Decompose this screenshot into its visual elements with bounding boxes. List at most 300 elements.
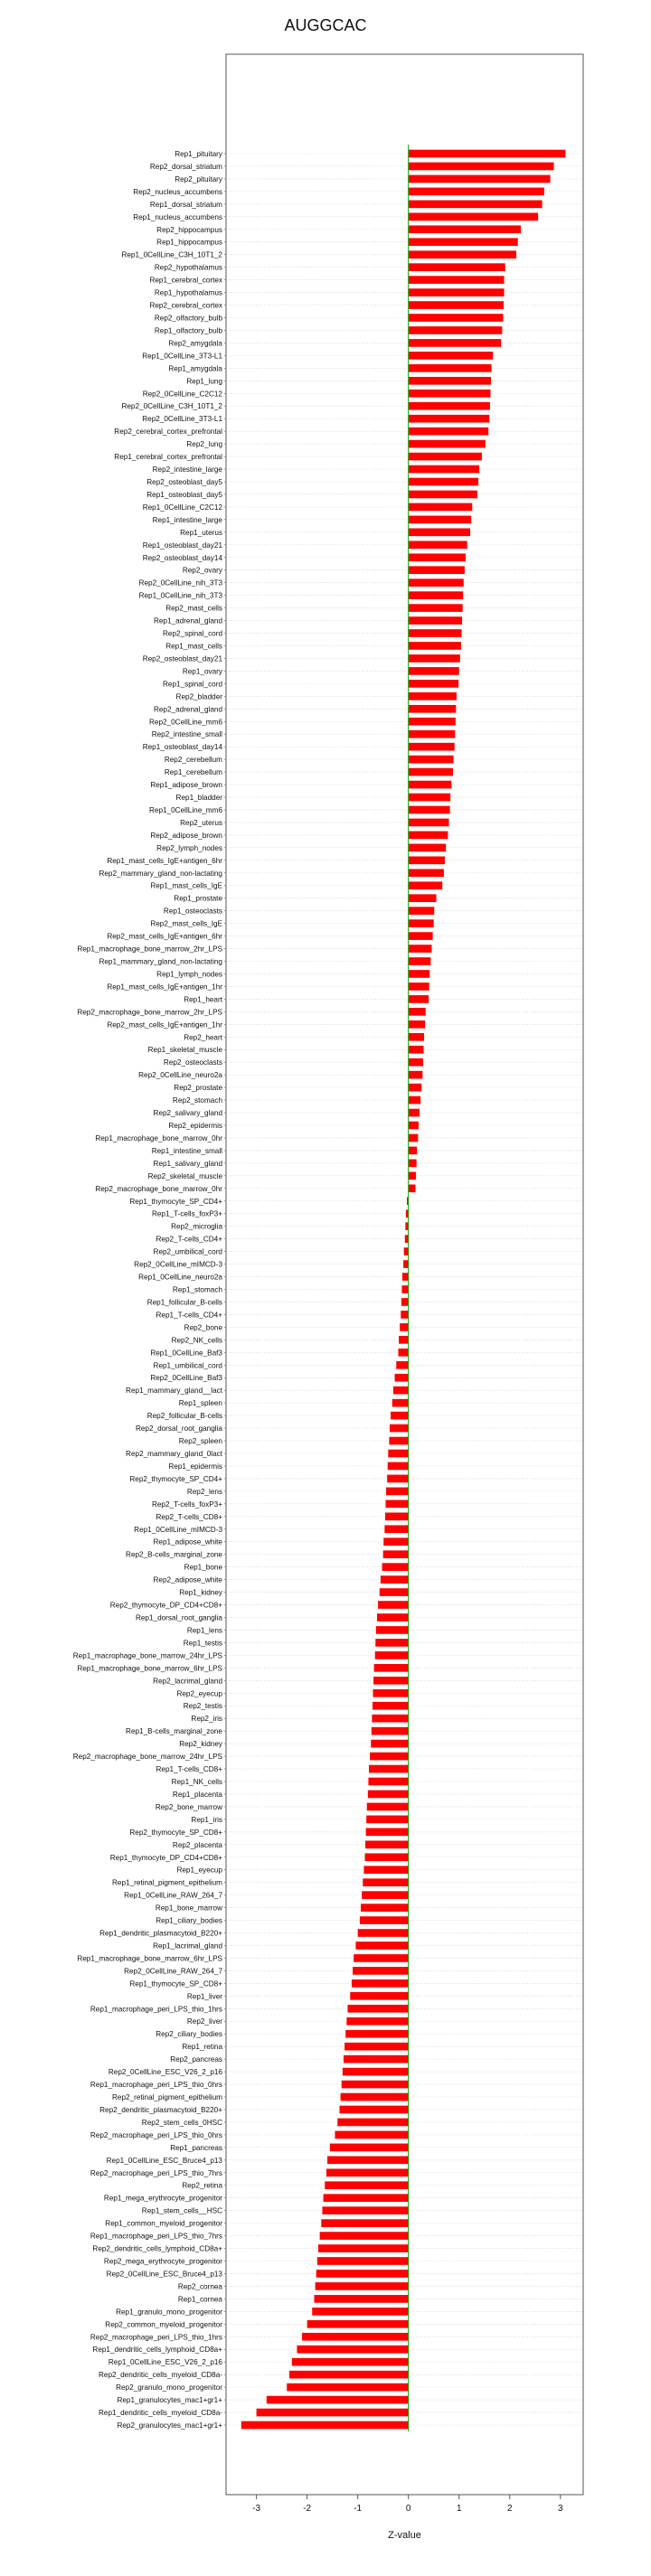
- bar: [369, 1765, 409, 1773]
- category-label: Rep1_osteoblast_day14: [142, 743, 222, 752]
- category-label: Rep2_0CellLine_C2C12: [142, 390, 222, 399]
- bar: [409, 743, 455, 751]
- category-label: Rep1_macrophage_bone_marrow_6hr_LPS: [77, 1664, 222, 1673]
- category-label: Rep2_macrophage_peri_LPS_thio_0hrs: [90, 2130, 222, 2139]
- category-label: Rep2_testis: [183, 1702, 222, 1711]
- category-label: Rep2_0CellLine_neuro2a: [138, 1071, 222, 1080]
- bar: [409, 718, 456, 726]
- bar: [384, 1525, 408, 1533]
- category-label: Rep2_0CellLine_mm6: [148, 718, 222, 727]
- x-tick-label: 1: [456, 2504, 462, 2514]
- x-tick-label: 0: [405, 2504, 411, 2514]
- bar: [409, 844, 446, 852]
- bar: [409, 326, 503, 334]
- category-label: Rep2_mammary_gland_non-lactating: [99, 869, 222, 878]
- category-label: Rep1_spleen: [178, 1399, 222, 1408]
- bar: [373, 1702, 409, 1710]
- bar: [366, 1828, 409, 1836]
- category-label: Rep2_macrophage_bone_marrow_24hr_LPS: [72, 1753, 222, 1762]
- category-label: Rep2_lung: [186, 440, 222, 449]
- category-label: Rep1_0CellLine_C2C12: [142, 503, 222, 512]
- bar: [365, 1840, 409, 1848]
- bar: [322, 2206, 408, 2214]
- bar: [409, 1134, 419, 1142]
- category-label: Rep1_dendritic_cells_lymphoid_CD8a+: [92, 2346, 222, 2355]
- category-label: Rep2_intestine_large: [152, 465, 222, 475]
- bar: [409, 276, 505, 284]
- bar: [409, 301, 504, 309]
- bar: [409, 491, 477, 499]
- bar: [409, 1122, 419, 1130]
- category-label: Rep2_macrophage_peri_LPS_thio_7hrs: [90, 2168, 222, 2177]
- bar: [409, 680, 458, 688]
- category-label: Rep2_thymocyte_SP_CD8+: [129, 1828, 222, 1837]
- category-label: Rep2_granulocytes_mac1+gr1+: [117, 2421, 222, 2430]
- category-label: Rep2_stomach: [172, 1096, 222, 1105]
- bar: [409, 705, 457, 713]
- bar: [317, 2257, 409, 2265]
- bar: [366, 1816, 409, 1824]
- bar: [365, 1853, 409, 1861]
- bar: [409, 415, 490, 423]
- bar: [386, 1488, 409, 1496]
- bar: [409, 1058, 423, 1067]
- bar: [409, 730, 456, 738]
- category-label: Rep2_thymocyte_SP_CD4+: [129, 1474, 222, 1483]
- bar: [409, 616, 462, 625]
- category-label: Rep2_prostate: [174, 1084, 222, 1093]
- category-label: Rep2_osteoclasts: [163, 1058, 222, 1067]
- category-label: Rep1_amygdala: [168, 364, 222, 373]
- bar: [409, 250, 516, 259]
- bar: [355, 1941, 408, 1950]
- bar: [409, 945, 432, 953]
- category-label: Rep2_microglia: [171, 1222, 222, 1231]
- bar: [409, 553, 466, 561]
- category-label: Rep1_macrophage_bone_marrow_0hr: [95, 1133, 222, 1142]
- bar: [376, 1626, 409, 1634]
- category-label: Rep2_dorsal_striatum: [149, 162, 222, 171]
- bar: [401, 1311, 408, 1319]
- category-label: Rep1_heart: [184, 995, 222, 1004]
- bar: [320, 2232, 409, 2240]
- bar: [409, 377, 491, 385]
- category-label: Rep2_mast_cells: [165, 604, 222, 613]
- category-label: Rep2_kidney: [179, 1740, 222, 1749]
- x-tick-label: 2: [506, 2504, 513, 2514]
- category-label: Rep2_0CellLine_mIMCD-3: [134, 1260, 222, 1269]
- bar: [409, 819, 449, 827]
- category-label: Rep2_dendritic_plasmacytoid_B220+: [99, 2105, 222, 2114]
- category-label: Rep2_osteoblast_day14: [142, 553, 222, 562]
- bar: [409, 654, 460, 663]
- category-label: Rep1_placenta: [172, 1790, 222, 1799]
- category-label: Rep1_ovary: [182, 667, 222, 676]
- x-tick-label: -2: [303, 2504, 312, 2514]
- bar: [381, 1575, 409, 1584]
- bar: [346, 2017, 408, 2026]
- category-label: Rep1_0CellLine_C3H_10T1_2: [121, 250, 222, 259]
- bar: [409, 832, 448, 840]
- category-label: Rep2_0CellLine_nih_3T3: [138, 578, 222, 588]
- category-label: Rep2_dendritic_cells_lymphoid_CD8a+: [92, 2244, 222, 2253]
- category-label: Rep1_macrophage_peri_LPS_thio_0hrs: [90, 2081, 222, 2090]
- category-label: Rep1_osteoblast_day5: [146, 490, 222, 499]
- bar: [409, 478, 478, 486]
- bar: [403, 1260, 409, 1268]
- category-label: Rep2_spleen: [178, 1437, 222, 1446]
- category-label: Rep1_common_myeloid_progenitor: [105, 2219, 222, 2228]
- category-label: Rep2_lens: [186, 1487, 222, 1496]
- category-label: Rep2_macrophage_bone_marrow_2hr_LPS: [77, 1008, 222, 1017]
- bar: [383, 1537, 408, 1546]
- bar: [387, 1475, 409, 1483]
- bar: [372, 1715, 408, 1723]
- bar: [409, 288, 505, 296]
- category-label: Rep1_adrenal_gland: [153, 616, 222, 625]
- category-label: Rep2_T-cells_CD8+: [156, 1512, 222, 1521]
- category-label: Rep2_heart: [184, 1033, 222, 1042]
- category-label: Rep1_mast_cells_IgE: [150, 881, 222, 890]
- category-label: Rep1_retina: [182, 2043, 222, 2052]
- bar: [343, 2068, 409, 2076]
- category-label: Rep1_bladder: [175, 794, 222, 803]
- category-label: Rep1_dorsal_root_ganglia: [135, 1613, 222, 1622]
- bar: [409, 1172, 416, 1180]
- category-label: Rep2_retina: [182, 2181, 222, 2190]
- category-label: Rep2_umbilical_cord: [153, 1247, 222, 1256]
- category-label: Rep1_0CellLine_ESC_Bruce4_p13: [106, 2156, 222, 2165]
- bar: [344, 2043, 409, 2051]
- bar: [409, 794, 451, 802]
- category-label: Rep2_osteoblast_day21: [142, 654, 222, 663]
- category-label: Rep2_0CellLine_C3H_10T1_2: [121, 402, 222, 411]
- category-label: Rep1_mast_cells_IgE+antigen_1hr: [107, 982, 222, 992]
- bar: [409, 970, 430, 978]
- bar: [373, 1689, 408, 1697]
- bar: [409, 541, 467, 549]
- category-label: Rep1_ciliary_bodies: [156, 1916, 222, 1925]
- bar: [409, 175, 551, 183]
- category-label: Rep2_mega_erythrocyte_progenitor: [103, 2257, 222, 2266]
- category-label: Rep1_olfactory_bulb: [154, 326, 222, 335]
- category-label: Rep2_follicular_B-cells: [146, 1412, 222, 1421]
- category-label: Rep2_lymph_nodes: [156, 843, 222, 852]
- bar: [409, 263, 505, 271]
- bar: [409, 339, 502, 347]
- category-label: Rep1_mast_cells_IgE+antigen_6hr: [107, 856, 222, 865]
- category-label: Rep1_prostate: [174, 894, 222, 903]
- category-label: Rep1_lacrimal_gland: [153, 1941, 222, 1951]
- bar: [326, 2168, 409, 2176]
- bar: [409, 1184, 416, 1192]
- bar: [358, 1929, 409, 1937]
- bar: [350, 1992, 408, 2000]
- category-label: Rep1_lens: [186, 1626, 222, 1635]
- bar: [409, 856, 445, 864]
- category-label: Rep1_adipose_white: [153, 1537, 222, 1547]
- category-label: Rep1_0CellLine_neuro2a: [138, 1273, 222, 1282]
- bar: [409, 932, 433, 940]
- category-label: Rep1_T-cells_foxP3+: [151, 1209, 222, 1218]
- bar: [289, 2371, 409, 2379]
- bar: [409, 667, 459, 675]
- category-label: Rep1_0CellLine_3T3-L1: [142, 352, 222, 361]
- category-label: Rep2_lacrimal_gland: [153, 1677, 222, 1686]
- category-label: Rep2_ciliary_bodies: [156, 2030, 222, 2039]
- category-label: Rep1_uterus: [180, 528, 222, 537]
- category-label: Rep2_eyecup: [176, 1689, 222, 1698]
- bar: [370, 1753, 409, 1761]
- category-label: Rep2_ovary: [182, 566, 222, 575]
- category-label: Rep2_0CellLine_ESC_V26_2_p16: [108, 2068, 222, 2077]
- bar: [316, 2282, 409, 2290]
- bar: [241, 2421, 409, 2430]
- category-label: Rep1_dendritic_plasmacytoid_B220+: [99, 1929, 222, 1938]
- category-label: Rep1_intestine_large: [152, 515, 222, 524]
- bar: [409, 982, 429, 991]
- category-label: Rep1_0CellLine_mIMCD-3: [134, 1525, 222, 1534]
- bar: [392, 1399, 409, 1407]
- category-label: Rep2_common_myeloid_progenitor: [105, 2320, 222, 2329]
- category-label: Rep2_T-cells_CD4+: [156, 1235, 222, 1244]
- bar: [391, 1412, 409, 1420]
- bar: [327, 2156, 409, 2164]
- category-label: Rep1_kidney: [179, 1588, 222, 1597]
- category-label: Rep2_mast_cells_IgE: [150, 919, 222, 928]
- category-label: Rep2_dorsal_root_ganglia: [135, 1424, 222, 1434]
- category-label: Rep1_0CellLine_nih_3T3: [138, 591, 222, 600]
- bar: [352, 1979, 409, 1988]
- category-label: Rep2_macrophage_peri_LPS_thio_1hrs: [90, 2333, 222, 2342]
- category-label: Rep1_granulo_mono_progenitor: [116, 2308, 222, 2317]
- bar: [409, 225, 521, 233]
- bar: [409, 1147, 418, 1155]
- bar: [318, 2244, 409, 2252]
- bar: [409, 402, 490, 410]
- bar: [409, 591, 464, 599]
- category-label: Rep2_skeletal_muscle: [147, 1171, 222, 1180]
- category-label: Rep1_macrophage_peri_LPS_thio_7hrs: [90, 2232, 222, 2241]
- category-label: Rep2_granulo_mono_progenitor: [116, 2383, 222, 2393]
- category-label: Rep1_cerebellum: [164, 768, 222, 777]
- category-label: Rep1_spinal_cord: [163, 680, 222, 689]
- category-label: Rep1_T-cells_CD4+: [156, 1311, 222, 1320]
- bar: [340, 2106, 409, 2114]
- category-label: Rep1_umbilical_cord: [153, 1361, 222, 1370]
- category-label: Rep1_skeletal_muscle: [147, 1046, 222, 1055]
- bar: [409, 1084, 422, 1092]
- bar: [368, 1778, 408, 1786]
- category-label: Rep2_0CellLine_3T3-L1: [142, 415, 222, 424]
- category-label: Rep1_cornea: [177, 2295, 222, 2304]
- bar: [409, 364, 492, 372]
- bar: [388, 1462, 409, 1471]
- category-label: Rep2_0CellLine_Baf3: [150, 1374, 222, 1383]
- category-label: Rep1_B-cells_marginal_zone: [126, 1727, 222, 1736]
- bar: [409, 781, 452, 789]
- category-label: Rep1_mast_cells: [165, 642, 222, 651]
- bar: [402, 1273, 409, 1281]
- category-label: Rep2_hippocampus: [156, 225, 222, 234]
- category-label: Rep1_dorsal_striatum: [149, 200, 222, 209]
- bar: [307, 2320, 409, 2328]
- bar: [382, 1563, 409, 1571]
- bar: [409, 201, 542, 209]
- category-label: Rep1_intestine_small: [151, 1146, 222, 1155]
- category-label: Rep2_liver: [186, 2017, 222, 2026]
- bar: [405, 1222, 408, 1230]
- bar: [409, 806, 450, 814]
- category-label: Rep1_thymocyte_SP_CD4+: [129, 1197, 222, 1206]
- bar: [363, 1878, 408, 1886]
- bar: [409, 604, 463, 612]
- category-label: Rep2_pituitary: [175, 174, 222, 183]
- category-label: Rep1_0CellLine_mm6: [148, 805, 222, 814]
- bar: [324, 2194, 409, 2202]
- category-label: Rep1_T-cells_CD8+: [156, 1765, 222, 1774]
- bar: [374, 1664, 409, 1672]
- bar: [375, 1639, 408, 1647]
- bar: [399, 1336, 409, 1344]
- chart-title: AUGGCAC: [284, 16, 367, 34]
- bar: [409, 1071, 423, 1079]
- bar: [337, 2119, 408, 2127]
- bar: [409, 1160, 417, 1168]
- bar: [287, 2383, 408, 2392]
- category-label: Rep1_hypothalamus: [154, 288, 222, 297]
- category-label: Rep2_thymocyte_DP_CD4+CD8+: [109, 1601, 222, 1610]
- bar: [409, 907, 435, 915]
- bar: [385, 1512, 409, 1520]
- bar: [292, 2358, 409, 2366]
- bar: [314, 2295, 408, 2303]
- bar: [409, 465, 479, 474]
- category-label: Rep2_adipose_white: [153, 1575, 222, 1584]
- bar: [409, 1046, 424, 1054]
- category-label: Rep1_adipose_brown: [150, 781, 222, 790]
- category-label: Rep2_epidermis: [168, 1122, 222, 1131]
- category-label: Rep1_granulocytes_mac1+gr1+: [117, 2396, 222, 2405]
- x-axis-label: Z-value: [388, 2530, 421, 2541]
- x-tick-label: -1: [354, 2504, 363, 2514]
- bar: [325, 2181, 408, 2189]
- bar: [335, 2131, 408, 2139]
- bar: [409, 957, 431, 965]
- bar: [409, 238, 518, 246]
- category-label: Rep1_eyecup: [176, 1866, 222, 1875]
- category-label: Rep1_epidermis: [168, 1462, 222, 1471]
- bar: [409, 692, 457, 700]
- category-label: Rep1_0CellLine_RAW_264_7: [124, 1891, 222, 1900]
- bar: [353, 1967, 409, 1975]
- bar: [388, 1450, 408, 1458]
- category-label: Rep1_retinal_pigment_epithelium: [112, 1878, 222, 1887]
- category-label: Rep1_liver: [186, 1992, 222, 2001]
- bar: [267, 2396, 409, 2404]
- bar: [409, 1020, 425, 1029]
- x-tick-label: 3: [558, 2504, 563, 2514]
- bar: [380, 1588, 409, 1596]
- category-label: Rep1_thymocyte_SP_CD8+: [129, 1979, 222, 1988]
- bar: [409, 503, 473, 512]
- bar: [361, 1904, 409, 1912]
- bar: [409, 642, 461, 650]
- category-label: Rep2_stem_cells_0HSC: [141, 2118, 222, 2127]
- bar: [341, 2093, 409, 2101]
- category-label: Rep2_adipose_brown: [150, 831, 222, 840]
- bar: [409, 894, 437, 902]
- bar: [409, 428, 489, 436]
- category-label: Rep2_intestine_small: [151, 730, 222, 739]
- bar: [409, 440, 486, 448]
- bar: [363, 1866, 408, 1874]
- category-label: Rep2_0CellLine_ESC_Bruce4_p13: [106, 2270, 222, 2279]
- bar: [409, 390, 491, 398]
- bar: [257, 2409, 409, 2417]
- category-label: Rep1_stem_cells__HSC: [141, 2206, 222, 2215]
- x-tick-label: -3: [252, 2504, 261, 2514]
- bar: [367, 1803, 409, 1811]
- bar: [409, 163, 554, 171]
- bar: [401, 1298, 409, 1306]
- category-label: Rep2_retinal_pigment_epithelium: [112, 2093, 222, 2102]
- bar: [385, 1500, 408, 1509]
- bar: [371, 1740, 408, 1748]
- bar: [401, 1285, 408, 1293]
- category-label: Rep2_spinal_cord: [163, 629, 222, 638]
- category-label: Rep1_macrophage_bone_marrow_24hr_LPS: [72, 1651, 222, 1660]
- category-label: Rep1_follicular_B-cells: [146, 1298, 222, 1307]
- category-label: Rep1_0CellLine_ESC_V26_2_p16: [108, 2358, 222, 2367]
- bar: [373, 1677, 409, 1685]
- category-label: Rep1_lymph_nodes: [156, 970, 222, 979]
- category-label: Rep1_0CellLine_Baf3: [150, 1349, 222, 1358]
- bar: [302, 2333, 409, 2341]
- category-label: Rep1_hippocampus: [156, 238, 222, 247]
- category-label: Rep2_salivary_gland: [153, 1109, 222, 1118]
- bar: [409, 1109, 420, 1117]
- bar: [405, 1235, 409, 1243]
- category-label: Rep2_dendritic_cells_myeloid_CD8a-: [99, 2371, 222, 2380]
- bar: [368, 1791, 409, 1799]
- bar: [297, 2346, 408, 2354]
- category-label: Rep1_macrophage_peri_LPS_thio_1hrs: [90, 2005, 222, 2014]
- bar: [409, 756, 454, 764]
- bar: [409, 516, 471, 524]
- category-label: Rep2_macrophage_bone_marrow_0hr: [95, 1184, 222, 1193]
- bar: [396, 1361, 408, 1369]
- bar: [360, 1916, 409, 1924]
- category-label: Rep2_hypothalamus: [154, 263, 222, 272]
- category-label: Rep2_cerebral_cortex_prefrontal: [114, 428, 222, 437]
- category-label: Rep2_placenta: [172, 1840, 222, 1849]
- bar: [409, 566, 465, 574]
- bar: [400, 1323, 409, 1331]
- bar: [409, 578, 464, 587]
- category-label: Rep1_bone_marrow: [155, 1904, 222, 1913]
- bar: [393, 1387, 409, 1395]
- bar: [383, 1550, 409, 1558]
- category-label: Rep1_macrophage_bone_marrow_2hr_LPS: [77, 945, 222, 954]
- bar: [347, 2005, 408, 2013]
- category-label: Rep2_mast_cells_IgE+antigen_1hr: [107, 1020, 222, 1029]
- category-label: Rep1_iris: [191, 1815, 222, 1824]
- category-label: Rep2_bone: [184, 1323, 222, 1332]
- category-label: Rep2_olfactory_bulb: [154, 314, 222, 323]
- bar: [395, 1374, 409, 1382]
- bar: [316, 2270, 409, 2278]
